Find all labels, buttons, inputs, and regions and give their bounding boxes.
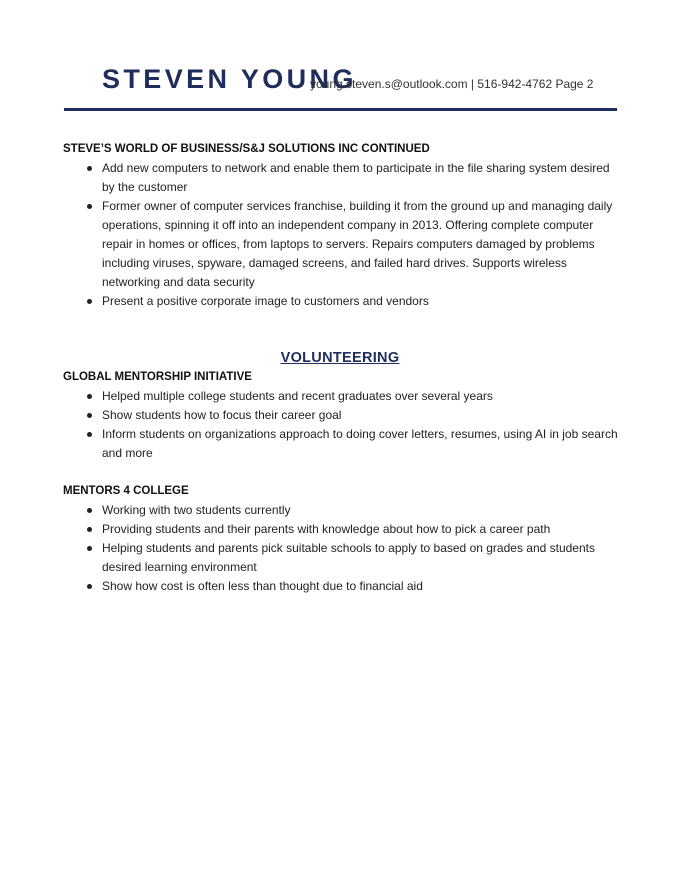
- list-item: [63, 539, 623, 577]
- bullet-icon: [87, 546, 92, 551]
- list-item: [63, 406, 623, 425]
- organization-heading: MENTORS 4 COLLEGE: [63, 485, 189, 497]
- list-item-text: Providing students and their parents with knowledge about how to pick a career path: [102, 522, 551, 536]
- list-item-text: Show students how to focus their career goal: [102, 408, 342, 422]
- list-item: [63, 292, 623, 311]
- list-item: [63, 577, 623, 596]
- list-item: [63, 501, 623, 520]
- list-item-text: Helped multiple college students and recent graduates over several years: [102, 389, 493, 403]
- list-item: [63, 520, 623, 539]
- continued-experience-section: [63, 143, 623, 311]
- bullet-icon: [87, 527, 92, 532]
- list-item: [63, 159, 623, 197]
- bullet-icon: [87, 394, 92, 399]
- list-item: [63, 197, 623, 292]
- list-item-text: Present a positive corporate image to customers and vendors: [102, 294, 429, 308]
- global-mentorship-section: [63, 371, 623, 463]
- list-item: [63, 425, 623, 463]
- volunteer-bullet-list: [63, 501, 623, 596]
- list-item-text: Helping students and parents pick suitable schools to apply to based on grades and students desired learning environment: [102, 541, 595, 574]
- bullet-icon: [87, 584, 92, 589]
- organization-heading: GLOBAL MENTORSHIP INITIATIVE: [63, 371, 252, 383]
- list-item-text: Show how cost is often less than thought due to financial aid: [102, 579, 423, 593]
- list-item-text: Inform students on organizations approach to doing cover letters, resumes, using AI in job search and more: [102, 427, 618, 460]
- bullet-icon: [87, 432, 92, 437]
- volunteering-title: VOLUNTEERING: [280, 350, 400, 366]
- bullet-icon: [87, 166, 92, 171]
- resume-header: [64, 60, 617, 112]
- bullet-icon: [87, 508, 92, 513]
- candidate-name: STEVEN YOUNG: [102, 64, 357, 94]
- list-item-text: Former owner of computer services franchise, building it from the ground up and managing daily operations, spinning it off into an independent company in 2013. Offering complete computer repair in homes or offices, from laptops to servers. Repairs computers damaged by problems including viruses, spyware, damaged screens, and failed hard drives. Supports wireless networking and data security: [102, 199, 613, 289]
- list-item: [63, 387, 623, 406]
- company-heading: STEVE’S WORLD OF BUSINESS/S&J SOLUTIONS INC CONTINUED: [63, 143, 430, 155]
- mentors-4-college-section: [63, 485, 623, 596]
- list-item-text: Working with two students currently: [102, 503, 291, 517]
- volunteer-bullet-list: [63, 387, 623, 463]
- header-divider: [64, 108, 617, 111]
- list-item-text: Add new computers to network and enable them to participate in the file sharing system desired by the customer: [102, 161, 610, 194]
- bullet-icon: [87, 413, 92, 418]
- bullet-icon: [87, 299, 92, 304]
- contact-line: young.steven.s@outlook.com | 516-942-4762 Page 2: [310, 77, 594, 91]
- experience-bullet-list: [63, 159, 623, 311]
- bullet-icon: [87, 204, 92, 209]
